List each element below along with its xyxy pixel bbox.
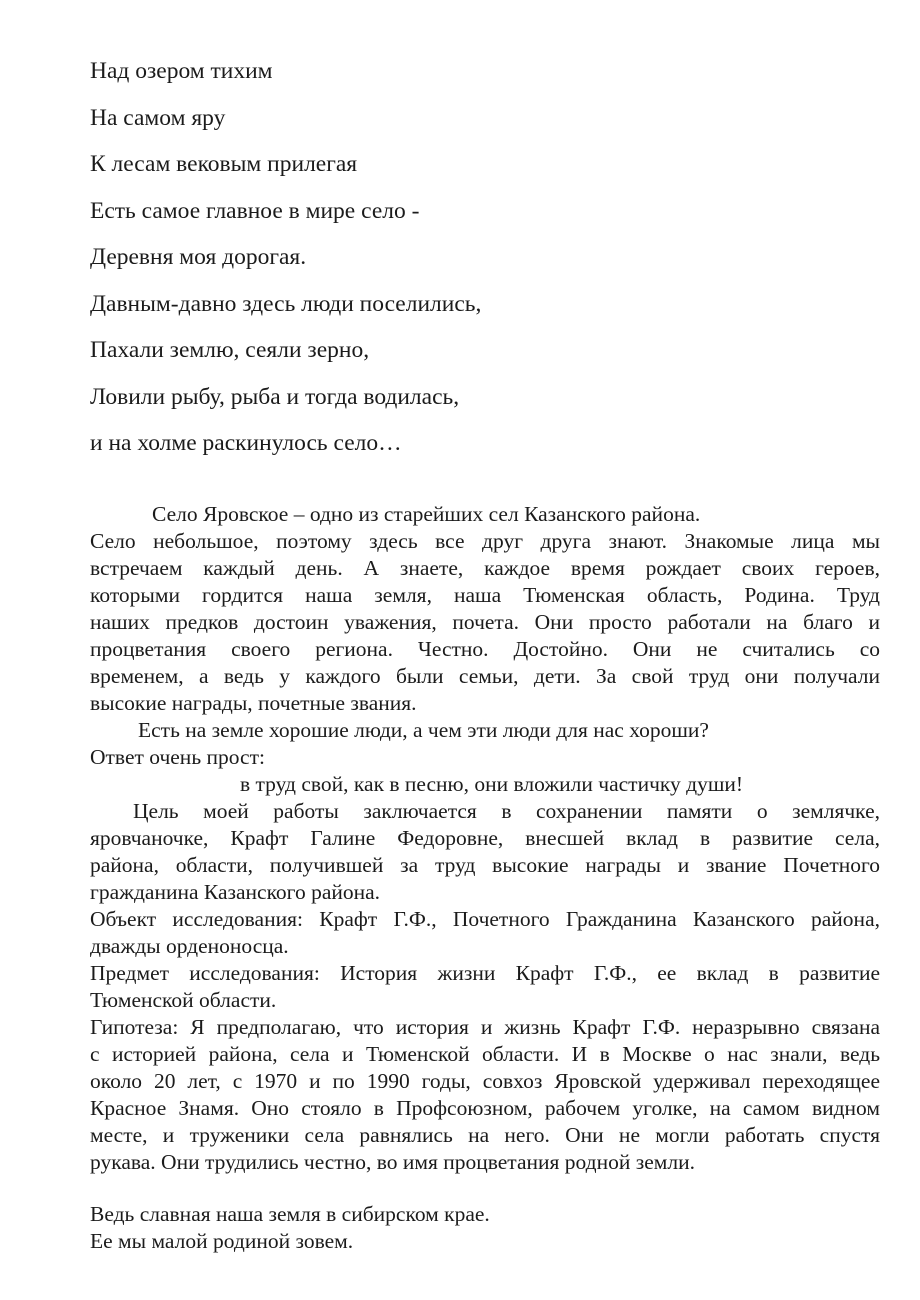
- text-line: дважды орденоносца.: [90, 933, 289, 958]
- paragraph: [90, 717, 880, 744]
- text-line: с историей района, села и Тюменской области. И в Москве о нас знали, ведь: [90, 1041, 880, 1066]
- poem-line: Деревня моя дорогая.: [90, 244, 307, 270]
- paragraph: [90, 960, 880, 1014]
- text-line: Объект исследования: Крафт Г.Ф., Почетного Гражданина Казанского района,: [90, 906, 880, 931]
- text-line: Ведь славная наша земля в сибирском крае.: [90, 1201, 490, 1226]
- poem-line: Ловили рыбу, рыба и тогда водилась,: [90, 383, 460, 410]
- text-line: в труд свой, как в песню, они вложили частичку души!: [240, 771, 744, 796]
- text-line: рукава. Они трудились честно, во имя процветания родной земли.: [90, 1149, 695, 1174]
- text-line: которыми гордится наша земля, наша Тюменская область, Родина. Труд: [90, 582, 880, 607]
- poem-line: Есть самое главное в мире село -: [90, 197, 420, 224]
- poem-line: На самом яру: [90, 104, 226, 131]
- text-line: высокие награды, почетные звания.: [90, 690, 417, 715]
- text-line: Село Яровское – одно из старейших сел Казанского района.: [152, 501, 701, 526]
- text-line: процветания своего региона. Честно. Достойно. Они не считались со: [90, 636, 880, 661]
- text-line: встречаем каждый день. А знаете, каждое время рождает своих героев,: [90, 555, 880, 580]
- paragraph: [90, 771, 880, 798]
- poem-line: К лесам вековым прилегая: [90, 151, 358, 177]
- text-line: Ответ очень прост:: [90, 744, 265, 769]
- text-line: Цель моей работы заключается в сохранении памяти о землячке,: [133, 798, 880, 823]
- poem: [0, 0, 920, 467]
- text-line: наших предков достоин уважения, почета. Они просто работали на благо и: [90, 609, 880, 634]
- text-line: Ее мы малой родиной зовем.: [90, 1228, 354, 1253]
- text-line: Гипотеза: Я предполагаю, что история и жизнь Крафт Г.Ф. неразрывно связана: [90, 1014, 880, 1039]
- paragraph: [90, 1201, 880, 1255]
- text-line: Есть на земле хорошие люди, а чем эти люди для нас хороши?: [138, 717, 709, 742]
- text-line: гражданина Казанского района.: [90, 879, 381, 904]
- text-line: Предмет исследования: История жизни Крафт Г.Ф., ее вклад в развитие: [90, 960, 880, 985]
- poem-line: Пахали землю, сеяли зерно,: [90, 337, 370, 363]
- poem-line: и на холме раскинулось село…: [90, 430, 402, 456]
- paragraph: [90, 906, 880, 960]
- poem-line: Над озером тихим: [90, 58, 273, 84]
- document-body: [90, 501, 880, 1255]
- paragraph: [90, 528, 880, 717]
- text-line: района, области, получившей за труд высокие награды и звание Почетного: [90, 852, 880, 877]
- paragraph: [90, 744, 880, 771]
- poem-line: Давным-давно здесь люди поселились,: [90, 290, 482, 317]
- paragraph: [90, 501, 880, 528]
- text-line: месте, и труженики села равнялись на него. Они не могли работать спустя: [90, 1122, 880, 1147]
- text-line: яровчаночке, Крафт Галине Федоровне, внесшей вклад в развитие села,: [90, 825, 880, 850]
- text-line: Красное Знамя. Оно стояло в Профсоюзном, рабочем уголке, на самом видном: [90, 1095, 880, 1120]
- paragraph: [90, 798, 880, 906]
- paragraph: [90, 1014, 880, 1176]
- text-line: Село небольшое, поэтому здесь все друг друга знают. Знакомые лица мы: [90, 528, 880, 553]
- text-line: временем, а ведь у каждого были семьи, дети. За свой труд они получали: [90, 663, 880, 688]
- text-line: Тюменской области.: [90, 987, 277, 1012]
- text-line: около 20 лет, с 1970 и по 1990 годы, совхоз Яровской удерживал переходящее: [90, 1068, 880, 1093]
